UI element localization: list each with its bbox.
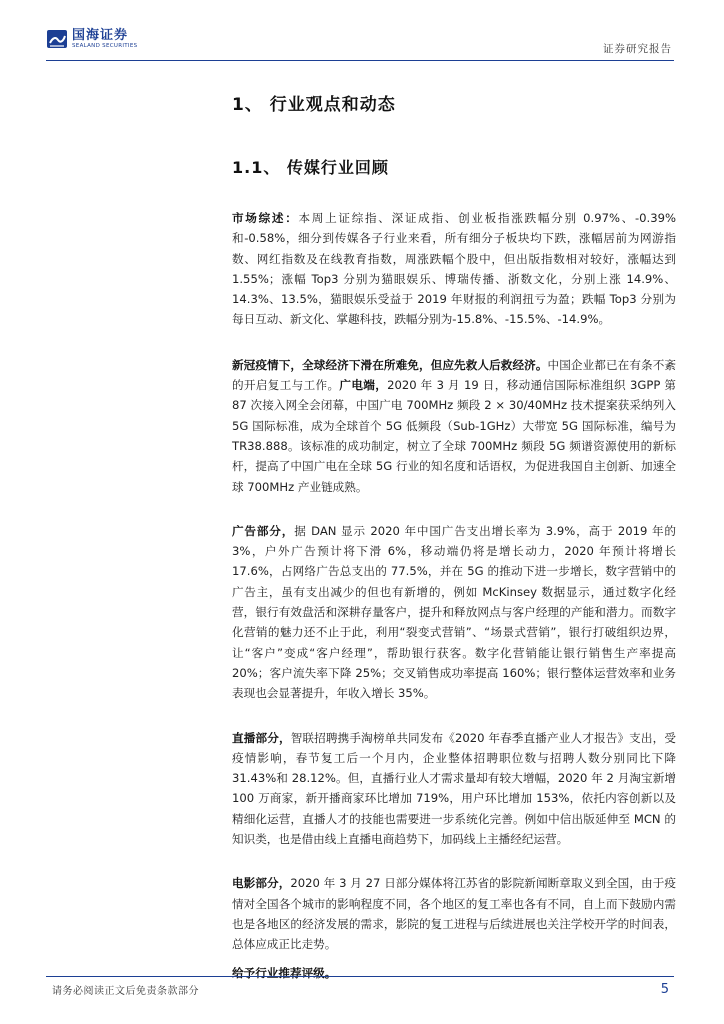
covid-lead: 新冠疫情下，全球经济下滑在所难免，但应先救人后救经济。 <box>232 357 548 372</box>
rating-statement: 给予行业推荐评级。 <box>232 965 337 980</box>
page-number: 5 <box>660 982 669 997</box>
market-overview-body: 本周上证综指、深证成指、创业板指涨跌幅分别 0.97%、-0.39%和-0.58%，细分到传媒各子行业来看，所有细分子板块均下跌，涨幅居前为网游指数、网红指数及在线教育指数，周涨跌幅个股中，但出版指数相对较好，涨幅达到 1.55%；涨幅 Top3 分别为猫眼娱乐、博瑞传播、浙数文化，分别上涨 14.9%、14.3%、13.5%，猫眼娱乐受益于 2019 年财报的利润扭亏为盈；跌幅 Top3 分别为每日互动、新文化、掌趣科技，跌幅分别为-15.8%、-15.5%、-14.9%。 <box>232 211 676 327</box>
covid-body: 中国企业都已在有条不紊的开启复工与工作。 <box>232 357 676 393</box>
livestream-paragraph <box>232 728 676 850</box>
main-content <box>232 90 676 983</box>
film-lead: 电影部分， <box>232 876 291 891</box>
broadcast-lead: 广电端， <box>339 378 388 393</box>
disclaimer-note: 请务必阅读正文后免责条款部分 <box>52 986 199 997</box>
livestream-lead: 直播部分， <box>232 730 291 745</box>
sealand-logo-icon <box>46 28 68 50</box>
header-divider <box>46 60 674 61</box>
market-overview-lead: 市场综述： <box>232 211 299 225</box>
footer-divider <box>46 976 674 977</box>
report-type-label: 证券研究报告 <box>603 43 672 55</box>
subsection-heading: 1.1、 传媒行业回顾 <box>232 158 389 177</box>
livestream-body: 智联招聘携手淘榜单共同发布《2020 年春季直播产业人才报告》支出，受疫情影响，春节复工后一个月内，企业整体招聘职位数与招聘人数分别同比下降 31.43%和 28.12%。但，直播行业人才需求量却有较大增幅，2020 年 2 月淘宝新增 100 万商家，新开播商家环比增加 719%，用户环比增加 153%，依托内容创新以及精细化运营，直播人才的技能也需要进一步系统化完善。例如中信出版延伸至 MCN 的知识类，也是借由线上直播电商趋势下，加码线上主播经纪运营。 <box>232 730 676 847</box>
advertising-lead: 广告部分， <box>232 523 295 538</box>
section-heading: 1、 行业观点和动态 <box>232 95 396 115</box>
page-header <box>0 0 724 62</box>
advertising-paragraph <box>232 521 676 704</box>
market-overview-paragraph <box>232 208 676 330</box>
brand-logo <box>46 28 137 50</box>
covid-paragraph <box>232 355 676 497</box>
broadcast-body: 2020 年 3 月 19 日，移动通信国际标准组织 3GPP 第 87 次接入网全会闭幕，中国广电 700MHz 频段 2 × 30/40MHz 技术提案获采纳列入 5G 国际标准，成为全球首个 5G 低频段（Sub-1GHz）大带宽 5G 国际标准，编号为 TR38.888。该标准的成功制定，树立了全球 700MHz 频段 5G 频谱资源使用的新标杆，提高了中国广电在全球 5G 行业的知名度和话语权，为促进我国自主创新、加速全球 700MHz 产业链成熟。 <box>232 378 676 494</box>
advertising-body: 据 DAN 显示 2020 年中国广告支出增长率为 3.9%，高于 2019 年的 3%，户外广告预计将下滑 6%，移动端仍将是增长动力，2020 年预计将增长 17.6%，占网络广告总支出的 77.5%，并在 5G 的推动下进一步增长，数字营销中的广告主，虽有支出减少的但也有新增的，例如 McKinsey 数据显示，通过数字化经营，银行有效盘活和深耕存量客户，提升和释放网点与客户经理的产能和潜力。而数字化营销的魅力还不止于此，利用“裂变式营销”、“场景式营销”，银行打破组织边界，让“客户”变成“客户经理”，帮助银行获客。数字化营销能让银行销售生产率提高 20%；客户流失率下降 25%；交叉销售成功率提高 160%；银行整体运营效率和业务表现也会显著提升，年收入增长 35%。 <box>232 523 676 701</box>
logo-english-name: SEALAND SECURITIES <box>72 42 138 49</box>
film-paragraph <box>232 873 676 954</box>
rating-paragraph <box>232 963 676 983</box>
logo-chinese-name: 国海证券 <box>72 27 129 43</box>
film-body: 2020 年 3 月 27 日部分媒体将江苏省的影院新闻断章取义到全国，由于疫情对全国各个城市的影响程度不同，各个地区的复工率也各有不同，自上而下鼓励内需也是各地区的经济发展的需求，影院的复工进程与后续进展也关注学校开学的时间表，总体应成正比走势。 <box>232 876 676 952</box>
